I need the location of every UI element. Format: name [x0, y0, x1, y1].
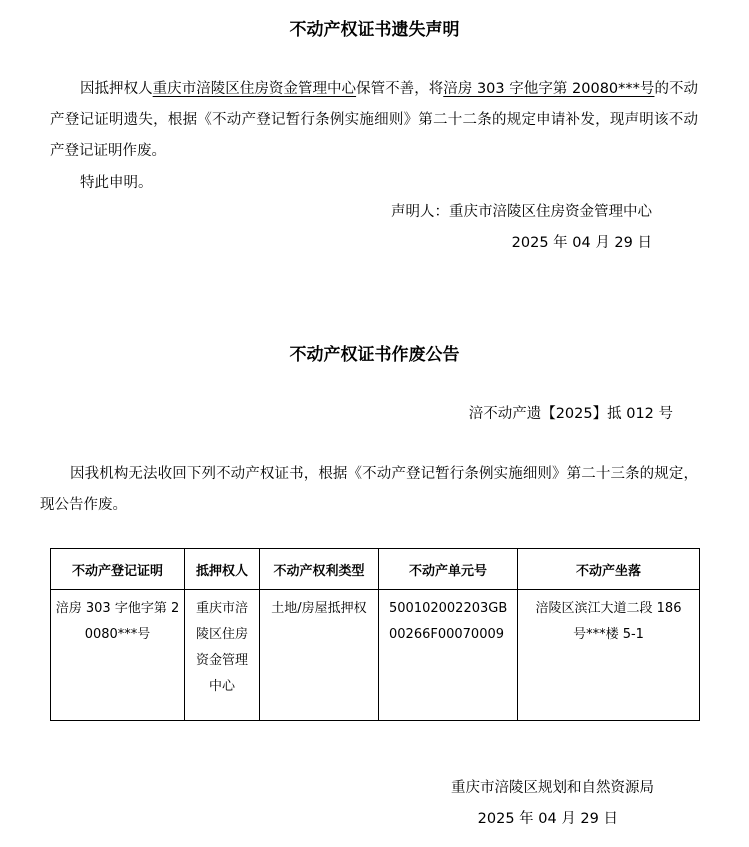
loss-notice-date: 2025 年 04 月 29 日: [511, 235, 652, 251]
void-notice-date: 2025 年 04 月 29 日: [477, 811, 618, 827]
cell-cert: 涪房 303 字他字第 20080***号: [51, 590, 185, 721]
body-mid: 保管不善，将: [356, 81, 444, 97]
issuing-authority: 重庆市涪陵区规划和自然资源局: [451, 780, 654, 796]
table-header-row: [51, 549, 700, 590]
mortgagee-name: 重庆市涪陵区住房资金管理中心: [152, 81, 357, 97]
loss-notice-body: [50, 74, 698, 167]
certificate-table: [50, 548, 700, 721]
body-suffix: 的不动产登记证明遗失，根据《不动产登记暂行条例实施细则》第二十二条的规定申请补发，现声明该不动产登记证明作废。: [50, 81, 699, 159]
header-mortgagee: 抵押权人: [185, 549, 260, 590]
certificate-number: 涪房 303 字他字第 20080***号: [443, 81, 655, 97]
cell-unit-no: 500102002203GB00266F00070009: [379, 590, 518, 721]
header-right-type: 不动产权利类型: [260, 549, 379, 590]
table-row: [51, 590, 700, 721]
cell-location: 涪陵区滨江大道二段 186 号***楼 5-1: [518, 590, 700, 721]
header-cert: 不动产登记证明: [51, 549, 185, 590]
body-prefix: 因抵押权人: [80, 81, 153, 97]
void-notice-title: 不动产权证书作废公告: [289, 345, 460, 365]
void-notice-body: 因我机构无法收回下列不动产权证书，根据《不动产登记暂行条例实施细则》第二十三条的规定，现公告作废。: [40, 466, 698, 513]
header-unit-no: 不动产单元号: [379, 549, 518, 590]
document-number: 涪不动产遗【2025】抵 012 号: [468, 406, 673, 422]
header-location: 不动产坐落: [518, 549, 700, 590]
cell-mortgagee: 重庆市涪陵区住房资金管理中心: [185, 590, 260, 721]
declarant: 声明人：重庆市涪陵区住房资金管理中心: [391, 204, 652, 220]
cell-right-type: 土地/房屋抵押权: [260, 590, 379, 721]
loss-notice-title: 不动产权证书遗失声明: [289, 20, 460, 40]
closing-statement: 特此申明。: [80, 175, 153, 191]
